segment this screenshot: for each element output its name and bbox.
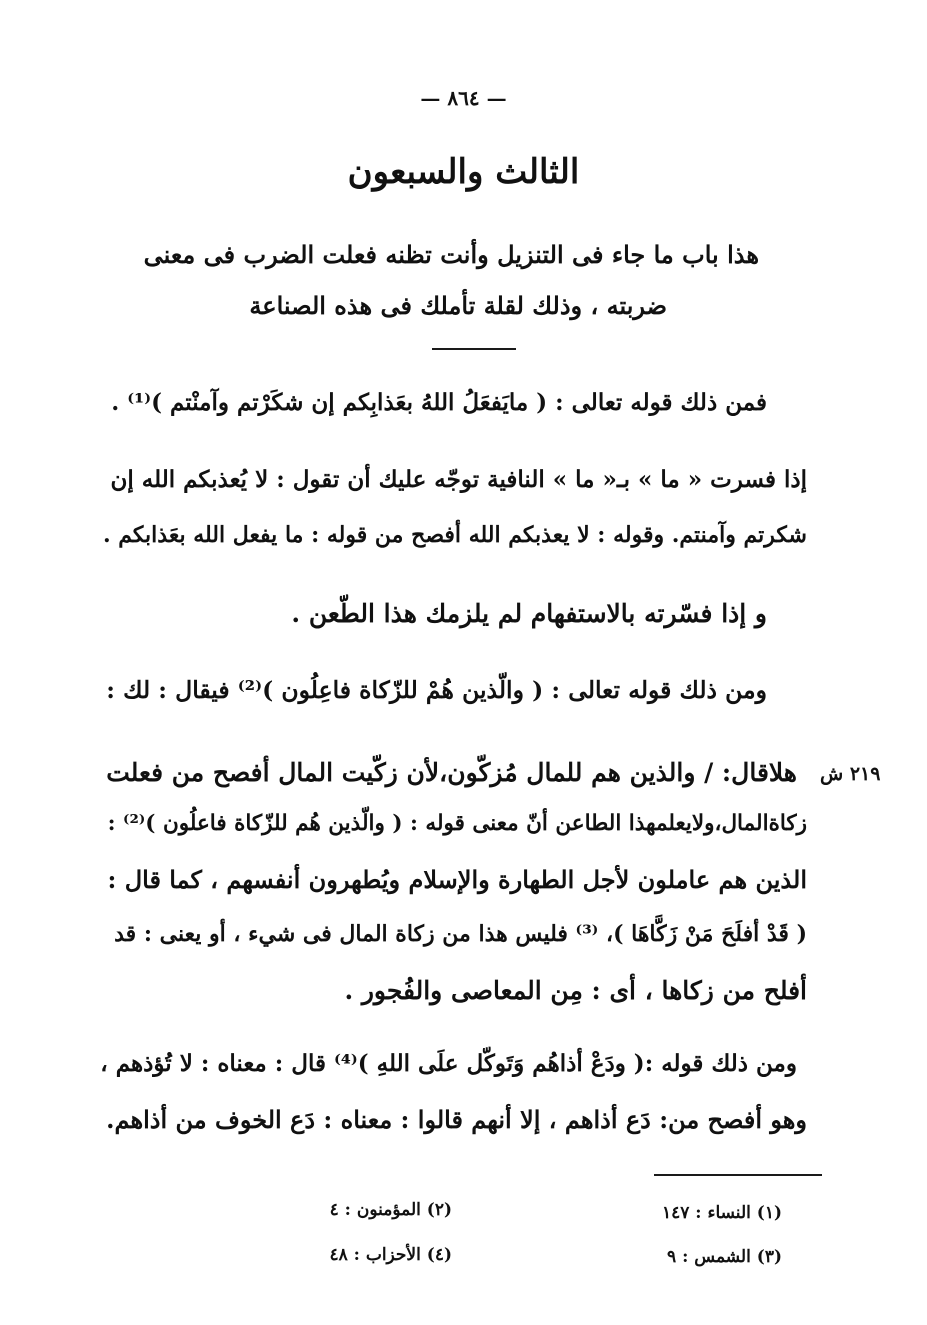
page-number: — ٨٦٤ — xyxy=(420,86,507,110)
paragraph-2-line-2: شكرتم وآمنتم. وقوله : لا يعذبكم الله أفصح من قوله : ما يفعل الله بعَذابكم . xyxy=(102,522,807,548)
footnote-1: (١) النساء : ١٤٧ xyxy=(661,1203,782,1223)
paragraph-3-line-1: و إذا فسّرته بالاستفهام لم يلزمك هذا الطّعن . xyxy=(291,599,767,628)
margin-note: ٢١٩ ش xyxy=(820,763,881,785)
paragraph-4-line-1: ومن ذلك قوله تعالى : ( والّذين هُمْ للزّكاة فاعِلُون )⁽²⁾ فيقال : لك : xyxy=(106,676,767,704)
footnote-2: (٢) المؤمنون : ٤ xyxy=(329,1200,452,1220)
footnote-3: (٣) الشمس : ٩ xyxy=(667,1247,782,1267)
paragraph-5-line-1: هلاقال: / والذين هم للمال مُزكّون،لأن زكّيت المال أفصح من فعلت xyxy=(106,758,797,787)
heading-separator xyxy=(432,348,516,350)
heading-line-2: ضربته ، وذلك لقلة تأملك فى هذه الصناعة xyxy=(249,291,667,320)
paragraph-5-line-3: الذين هم عاملون لأجل الطهارة والإسلام ويُطهرون أنفسهم ، كما قال : xyxy=(107,865,807,894)
paragraph-2-line-1: إذا فسرت « ما » بـ« ما » النافية توجّه عليك أن تقول : لا يُعذبكم الله إن xyxy=(110,466,807,493)
heading-line-1: هذا باب ما جاء فى التنزيل وأنت تظنه فعلت الضرب فى معنى xyxy=(143,240,759,269)
paragraph-6-line-2: وهو أفصح من: دَع أذاهم ، إلا أنهم قالوا : معناه : دَع الخوف من أذاهم. xyxy=(106,1105,807,1134)
paragraph-5-line-2: زكاةالمال،ولايعلمهذا الطاعن أنّ معنى قوله : ( والّذين هُم للزّكاة فاعلُون )⁽²⁾ : xyxy=(107,811,807,836)
paragraph-6-line-1: ومن ذلك قوله :( ودَعْ أذاهُم وَتَوكّل علَى اللهِ )⁽⁴⁾ قال : معناه : لا تُؤذهم ، xyxy=(100,1050,797,1077)
chapter-title: الثالث والسبعون xyxy=(347,152,580,192)
paragraph-5-line-5: أفلح من زكاها ، أى : مِن المعاصى والفُجور . xyxy=(344,976,807,1005)
paragraph-5-line-4: ( قَدْ أفلَحَ مَنْ زَكَّاهَا )، ⁽³⁾ فليس هذا من زكاة المال فى شيء ، أو يعنى : قد xyxy=(114,921,807,947)
footnote-4: (٤) الأحزاب : ٤٨ xyxy=(329,1245,452,1265)
footnote-separator xyxy=(654,1174,822,1176)
paragraph-1-line-1: فمن ذلك قوله تعالى : ( مايَفعَلُ اللهُ بعَذابِكم إن شكَرْتم وآمنْتم )⁽¹⁾ . xyxy=(111,389,767,416)
